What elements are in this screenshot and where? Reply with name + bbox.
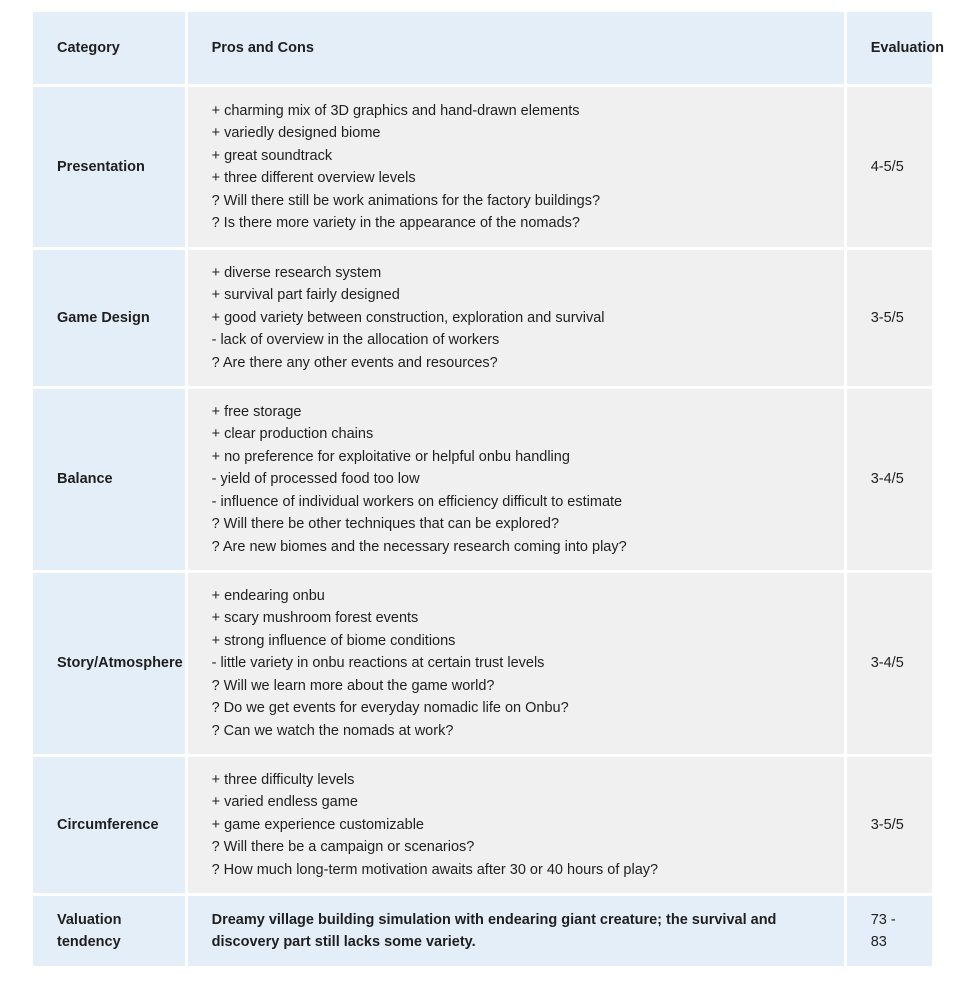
list-item: ? Will there be other techniques that can be explored? — [211, 516, 560, 533]
pros-cons-list — [212, 100, 820, 235]
list-item: + free storage — [211, 403, 302, 420]
pros-cons-cell — [188, 389, 844, 570]
table-row-circumference — [33, 757, 932, 893]
category-cell: Valuation tendency — [33, 896, 185, 966]
evaluation-cell: 3-5/5 — [847, 250, 932, 386]
list-item: + good variety between construction, exploration and survival — [211, 309, 605, 326]
list-item: + variedly designed biome — [211, 125, 381, 141]
list-item: + game experience customizable — [211, 816, 424, 833]
pros-cons-cell — [188, 573, 844, 754]
pros-cons-list — [212, 769, 820, 882]
pros-cons-list — [212, 401, 820, 559]
list-item: + three difficulty levels — [211, 771, 355, 788]
list-item: + clear production chains — [211, 426, 374, 443]
list-item: ? Will we learn more about the game world? — [211, 677, 495, 694]
list-item: + three different overview levels — [211, 170, 416, 186]
list-item: ? Are there any other events and resources? — [211, 354, 498, 371]
list-item: - yield of processed food too low — [211, 471, 420, 488]
evaluation-cell: 3-4/5 — [847, 389, 932, 570]
list-item: - lack of overview in the allocation of workers — [211, 332, 500, 349]
list-item: + varied endless game — [211, 794, 358, 811]
score-cell: 73 - 83 — [847, 896, 932, 966]
list-item: + scary mushroom forest events — [211, 610, 419, 627]
header-category: Category — [33, 12, 185, 84]
list-item: ? Can we watch the nomads at work? — [211, 722, 454, 739]
table-row-valuation-tendency — [33, 896, 932, 966]
category-cell: Circumference — [33, 757, 185, 893]
table-row-balance — [33, 389, 932, 570]
list-item: ? Do we get events for everyday nomadic life on Onbu? — [211, 700, 569, 717]
evaluation-cell: 3-5/5 — [847, 757, 932, 893]
list-item: - influence of individual workers on efficiency difficult to estimate — [211, 493, 623, 510]
list-item: + survival part fairly designed — [211, 287, 400, 304]
category-cell: Balance — [33, 389, 185, 570]
pros-cons-cell — [188, 250, 844, 386]
category-cell: Presentation — [33, 87, 185, 247]
list-item: ? Are new biomes and the necessary research coming into play? — [211, 538, 627, 555]
pros-cons-list — [212, 262, 820, 375]
list-item: - little variety in onbu reactions at certain trust levels — [211, 655, 545, 672]
header-evaluation: Evaluation — [847, 12, 932, 84]
table-row-game-design — [33, 250, 932, 386]
header-pros-cons: Pros and Cons — [188, 12, 844, 84]
list-item: ? Is there more variety in the appearance of the nomads? — [211, 215, 580, 231]
category-cell: Game Design — [33, 250, 185, 386]
table-row-story-atmosphere — [33, 573, 932, 754]
evaluation-cell: 3-4/5 — [847, 573, 932, 754]
table-row-presentation — [33, 87, 932, 247]
list-item: + endearing onbu — [211, 587, 325, 604]
list-item: ? Will there be a campaign or scenarios? — [211, 839, 475, 856]
list-item: + diverse research system — [211, 264, 382, 281]
list-item: + no preference for exploitative or helpful onbu handling — [211, 448, 570, 465]
evaluation-cell: 4-5/5 — [847, 87, 932, 247]
list-item: + charming mix of 3D graphics and hand-drawn elements — [211, 102, 580, 119]
list-item: ? How much long-term motivation awaits after 30 or 40 hours of play? — [211, 861, 659, 878]
list-item: + strong influence of biome conditions — [211, 632, 456, 649]
pros-cons-list — [212, 585, 820, 743]
summary-cell: Dreamy village building simulation with endearing giant creature; the survival and discovery part still lacks some variety. — [188, 896, 844, 966]
list-item: ? Will there still be work animations for the factory buildings? — [211, 192, 601, 209]
category-cell: Story/Atmosphere — [33, 573, 185, 754]
header-row — [33, 12, 932, 84]
pros-cons-cell — [188, 757, 844, 893]
pros-cons-cell — [188, 87, 844, 247]
review-table — [30, 9, 945, 969]
list-item: + great soundtrack — [211, 147, 333, 164]
